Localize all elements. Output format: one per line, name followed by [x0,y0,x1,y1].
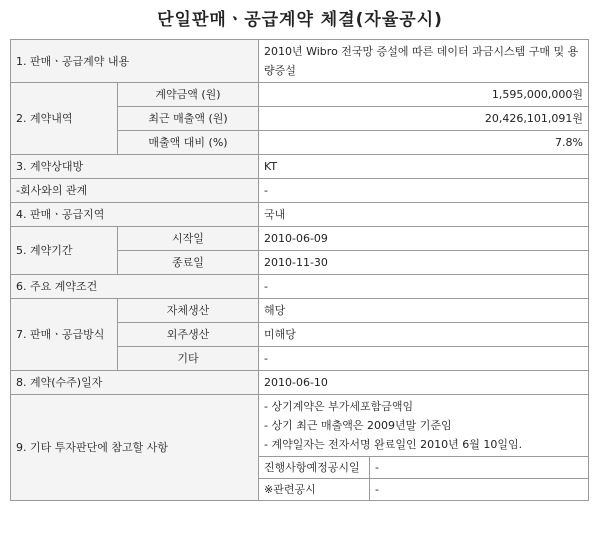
row-related [259,479,588,501]
row-method-self [11,299,589,323]
label-sales-ratio: 매출액 대비 (%) [118,131,259,155]
row-contract-content [11,40,589,83]
label-terms: 6. 주요 계약조건 [11,275,259,299]
label-recent-sales: 최근 매출액 (원) [118,107,259,131]
value-recent-sales: 20,426,101,091원 [259,107,589,131]
label-region: 4. 판매ㆍ공급지역 [11,203,259,227]
value-contract-date: 2010-06-10 [259,371,589,395]
value-other: - [259,347,589,371]
label-outsource-production: 외주생산 [118,323,259,347]
label-contract-amount: 계약금액 (원) [118,83,259,107]
row-counterparty [11,155,589,179]
note-item: - 상기 최근 매출액은 2009년말 기준임 [264,419,452,432]
label-end-date: 종료일 [118,251,259,275]
value-region: 국내 [259,203,589,227]
value-counterparty: KT [259,155,589,179]
notes-list [259,395,588,456]
value-self-production: 해당 [259,299,589,323]
label-notes: 9. 기타 투자판단에 참고할 사항 [11,395,259,501]
label-counterparty: 3. 계약상대방 [11,155,259,179]
label-related: ※관련공시 [259,479,370,501]
label-contract-content: 1. 판매ㆍ공급계약 내용 [11,40,259,83]
disclosure-table [10,39,589,501]
note-item: - 계약일자는 전자서명 완료일인 2010년 6월 10일임. [264,438,523,451]
label-other: 기타 [118,347,259,371]
notes-cell [259,395,589,501]
value-progress: - [370,457,589,479]
notes-subtable [259,456,588,500]
label-contract-date: 8. 계약(수주)일자 [11,371,259,395]
row-contract-amount [11,83,589,107]
label-relationship: -회사와의 관계 [11,179,259,203]
value-outsource-production: 미해당 [259,323,589,347]
label-start-date: 시작일 [118,227,259,251]
label-progress: 진행사항예정공시일 [259,457,370,479]
value-related: - [370,479,589,501]
row-region [11,203,589,227]
value-relationship: - [259,179,589,203]
row-period-start [11,227,589,251]
value-contract-content: 2010년 Wibro 전국망 증설에 따른 데이터 과금시스템 구매 및 용량증설 [259,40,589,83]
label-supply-method: 7. 판매ㆍ공급방식 [11,299,118,371]
row-notes [11,395,589,501]
value-start-date: 2010-06-09 [259,227,589,251]
label-self-production: 자체생산 [118,299,259,323]
row-relationship [11,179,589,203]
value-sales-ratio: 7.8% [259,131,589,155]
page-title: 단일판매ㆍ공급계약 체결(자율공시) [157,10,443,30]
row-contract-date [11,371,589,395]
label-contract-period: 5. 계약기간 [11,227,118,275]
value-contract-amount: 1,595,000,000원 [259,83,589,107]
note-item: - 상기계약은 부가세포함금액임 [264,400,414,413]
value-end-date: 2010-11-30 [259,251,589,275]
label-contract-details: 2. 계약내역 [11,83,118,155]
value-terms: - [259,275,589,299]
row-progress [259,457,588,479]
row-terms [11,275,589,299]
